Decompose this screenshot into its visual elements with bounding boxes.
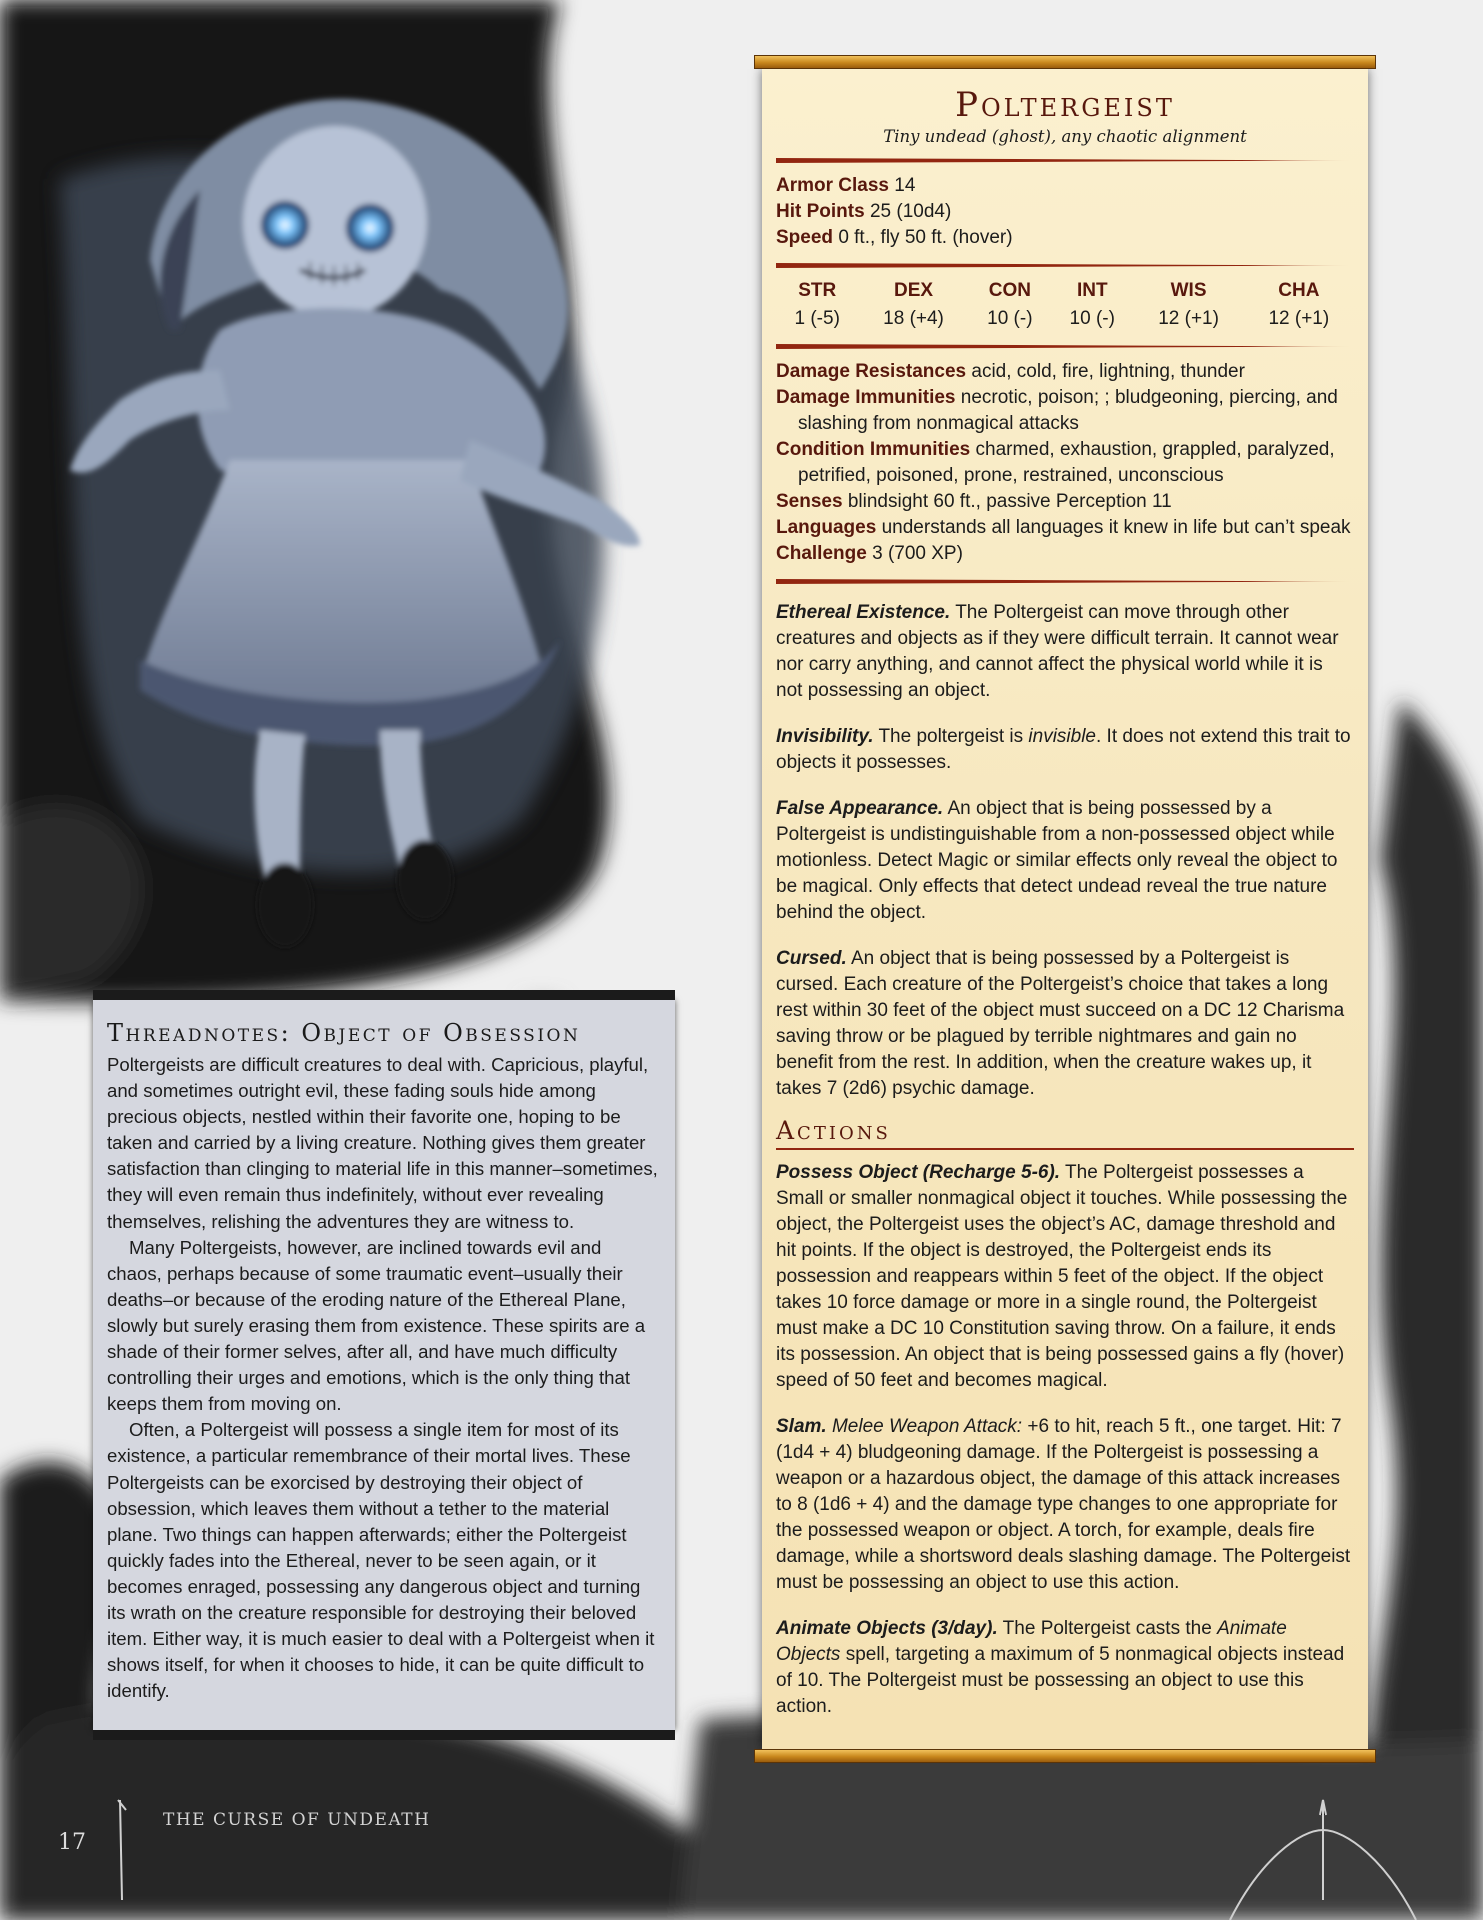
ability-score: 10 (-) [1069, 308, 1115, 329]
trait-invisibility: Invisibility. The poltergeist is invisible. It does not extend this trait to objects it possesses. [776, 726, 1351, 773]
ability-name: STR [798, 280, 837, 301]
speed: Speed 0 ft., fly 50 ft. (hover) [776, 227, 1013, 248]
ability-score: 1 (-5) [794, 308, 840, 329]
hit-points: Hit Points 25 (10d4) [776, 201, 952, 222]
trait-ethereal-existence: Ethereal Existence. The Poltergeist can move through other creatures and objects as if they were difficult terrain. It cannot wear nor carry anything, and cannot affect the physical world while it is not possessing an object. [776, 602, 1339, 701]
sidebar-title: Threadnotes: Object of Obsession [107, 1019, 581, 1047]
languages: Languages understands all languages it knew in life but can’t speak [776, 517, 1351, 538]
ability-score: 12 (+1) [1158, 308, 1219, 329]
trait-false-appearance: False Appearance. An object that is being possessed by a Poltergeist is undistinguishable from a non-possessed object while motionless. Detect Magic or similar effects only reveal the object to be magical. Only effects that detect undead reveal the true nature behind the object. [776, 798, 1338, 923]
stat-block [762, 55, 1368, 1763]
ability-score: 10 (-) [987, 308, 1033, 329]
ability-name: INT [1076, 280, 1108, 301]
sidebar-bottom-edge [93, 1730, 675, 1740]
threadnotes-sidebar [93, 990, 675, 1740]
footer-title: THE CURSE OF UNDEATH [163, 1810, 431, 1830]
stat-block-top-bar [754, 55, 1376, 69]
divider-rule [776, 263, 1354, 268]
action-possess-object: Possess Object (Recharge 5-6). The Poltergeist possesses a Small or smaller nonmagical object it touches. While possessing the object, the Poltergeist uses the object’s AC, damage threshold and hit points. If the object is destroyed, the Poltergeist ends its possession and reappears within 5 feet of the object. If the object takes 10 force damage or more in a single round, the Poltergeist must make a DC 10 Constitution saving throw. On a failure, it ends its possession. An object that is being possessed gains a fly (hover) speed of 50 feet and becomes magical. [776, 1162, 1348, 1391]
ability-name: CHA [1278, 280, 1320, 301]
sidebar-paragraph: Poltergeists are difficult creatures to deal with. Capricious, playful, and sometimes outright evil, these fading souls hide among precious objects, nestled within their favorite one, hoping to be taken and carried by a living creature. Nothing gives them greater satisfaction than clinging to material life in this manner–sometimes, they will even remain thus indefinitely, without ever revealing themselves, relishing the adventures they are witness to. [107, 1054, 658, 1232]
actions-heading: Actions [776, 1116, 891, 1145]
stat-block-bottom-bar [754, 1749, 1376, 1763]
condition-immunities: Condition Immunities charmed, exhaustion, grappled, paralyzed, petrified, poisoned, prone, restrained, unconscious [776, 439, 1335, 486]
trait-cursed: Cursed. An object that is being possessed by a Poltergeist is cursed. Each creature of the Poltergeist’s choice that takes a long rest within 30 feet of the object must succeed on a DC 12 Charisma saving throw or be plagued by terrible nightmares and gain no benefit from the rest. In addition, when the creature wakes up, it takes 7 (2d6) psychic damage. [776, 948, 1345, 1099]
ability-scores [776, 278, 1354, 332]
page-number: 17 [58, 1830, 86, 1855]
ability-name: CON [988, 280, 1031, 301]
action-animate-objects: Animate Objects (3/day). The Poltergeist casts the Animate Objects spell, targeting a maximum of 5 nonmagical objects instead of 10. The Poltergeist must be possessing an object to use this action. [776, 1618, 1345, 1717]
divider-rule [776, 344, 1354, 349]
actions-rule [776, 1148, 1354, 1150]
monster-subtitle: Tiny undead (ghost), any chaotic alignment [883, 127, 1247, 146]
ability-name: DEX [893, 280, 934, 301]
sidebar-top-edge [93, 990, 675, 1000]
divider-rule [776, 158, 1354, 163]
ability-score: 18 (+4) [883, 308, 944, 329]
ability-name: WIS [1170, 280, 1207, 301]
challenge: Challenge 3 (700 XP) [776, 543, 963, 564]
monster-name: Poltergeist [955, 85, 1175, 125]
ability-score: 12 (+1) [1268, 308, 1330, 329]
sidebar-paragraph: Often, a Poltergeist will possess a single item for most of its existence, a particular remembrance of their mortal lives. These Poltergeists can be exorcised by destroying their object of obsession, which leaves them without a tether to the material plane. Two things can happen afterwards; either the Poltergeist quickly fades into the Ethereal, never to be seen again, or it becomes enraged, possessing any dangerous object and turning its wrath on the creature responsible for destroying their beloved item. Either way, it is much easier to deal with a Poltergeist when it shows itself, for when it chooses to hide, it can be quite difficult to identify. [107, 1419, 655, 1702]
armor-class: Armor Class 14 [776, 175, 916, 196]
senses: Senses blindsight 60 ft., passive Perception 11 [776, 491, 1172, 512]
damage-resistances: Damage Resistances acid, cold, fire, lightning, thunder [776, 361, 1245, 382]
damage-immunities: Damage Immunities necrotic, poison; ; bludgeoning, piercing, and slashing from nonmagical attacks [776, 387, 1338, 434]
action-slam: Slam. Melee Weapon Attack: +6 to hit, reach 5 ft., one target. Hit: 7 (1d4 + 4) bludgeoning damage. If the Poltergeist is possessing a weapon or a hazardous object, the damage of this attack increases to 8 (1d6 + 4) and the damage type changes to one appropriate for the possessed weapon or object. A torch, for example, deals fire damage, while a shortsword deals slashing damage. The Poltergeist must be possessing an object to use this action. [776, 1416, 1351, 1593]
divider-rule [776, 579, 1354, 584]
sidebar-paragraph: Many Poltergeists, however, are inclined towards evil and chaos, perhaps because of some traumatic event–usually their deaths–or because of the eroding nature of the Ethereal Plane, slowly but surely erasing them from existence. These spirits are a shade of their former selves, after all, and have much difficulty controlling their urges and emotions, which is the only thing that keeps them from moving on. [107, 1236, 646, 1415]
